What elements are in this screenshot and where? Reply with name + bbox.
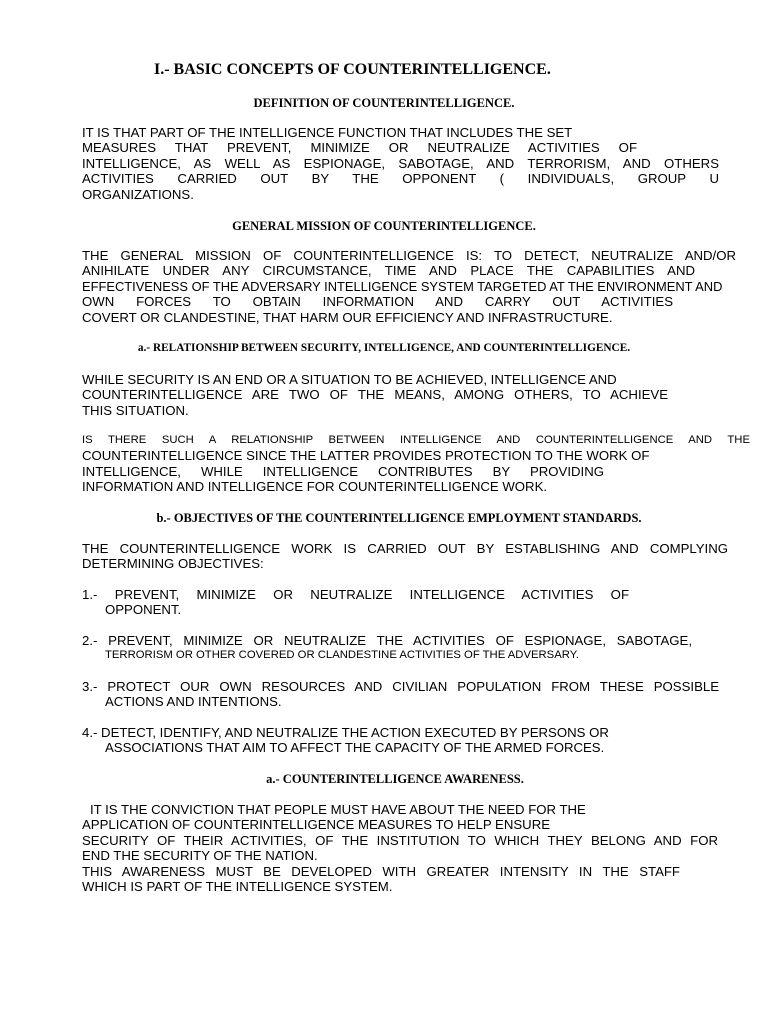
text-line: COUNTERINTELLIGENCE SINCE THE LATTER PROVIDES PROTECTION TO THE WORK OF bbox=[82, 448, 650, 464]
text-line: 1.- PREVENT, MINIMIZE OR NEUTRALIZE INTELLIGENCE ACTIVITIES OF bbox=[82, 587, 629, 602]
text-line: IT IS THE CONVICTION THAT PEOPLE MUST HAVE ABOUT THE NEED FOR THE bbox=[90, 802, 586, 817]
text-line: OWN FORCES TO OBTAIN INFORMATION AND CARRY OUT ACTIVITIES bbox=[82, 294, 673, 310]
text-line: THE COUNTERINTELLIGENCE WORK IS CARRIED OUT BY ESTABLISHING AND COMPLYING bbox=[82, 541, 728, 556]
document-title: I.- BASIC CONCEPTS OF COUNTERINTELLIGENCE. bbox=[154, 61, 551, 78]
text-line: 2.- PREVENT, MINIMIZE OR NEUTRALIZE THE ACTIVITIES OF ESPIONAGE, SABOTAGE, bbox=[82, 633, 692, 648]
text-line: INFORMATION AND INTELLIGENCE FOR COUNTERINTELLIGENCE WORK. bbox=[82, 479, 548, 495]
text-line: EFFECTIVENESS OF THE ADVERSARY INTELLIGENCE SYSTEM TARGETED AT THE ENVIRONMENT AND bbox=[82, 278, 723, 294]
relationship-heading: a.- RELATIONSHIP BETWEEN SECURITY, INTELLIGENCE, AND COUNTERINTELLIGENCE. bbox=[137, 342, 631, 354]
text-line: END THE SECURITY OF THE NATION. bbox=[82, 848, 318, 864]
text-line: THIS SITUATION. bbox=[82, 402, 189, 418]
definition-heading: DEFINITION OF COUNTERINTELLIGENCE. bbox=[253, 96, 515, 110]
text-line: TERRORISM OR OTHER COVERED OR CLANDESTINE ACTIVITIES OF THE ADVERSARY. bbox=[105, 649, 579, 662]
text-line: APPLICATION OF COUNTERINTELLIGENCE MEASURES TO HELP ENSURE bbox=[82, 817, 551, 833]
definition-paragraph bbox=[82, 125, 719, 202]
relationship-paragraph-1 bbox=[82, 372, 719, 418]
text-line: ACTIONS AND INTENTIONS. bbox=[105, 694, 282, 710]
text-line: COVERT OR CLANDESTINE, THAT HARM OUR EFFICIENCY AND INFRASTRUCTURE. bbox=[82, 309, 613, 325]
awareness-paragraph bbox=[82, 802, 718, 894]
text-line: INTELLIGENCE, WHILE INTELLIGENCE CONTRIBUTES BY PROVIDING bbox=[82, 463, 604, 479]
text-line: DETERMINING OBJECTIVES: bbox=[82, 556, 264, 572]
awareness-heading: a.- COUNTERINTELLIGENCE AWARENESS. bbox=[266, 772, 524, 786]
text-line: INTELLIGENCE, AS WELL AS ESPIONAGE, SABOTAGE, AND TERRORISM, AND OTHERS bbox=[82, 155, 719, 171]
text-line: MEASURES THAT PREVENT, MINIMIZE OR NEUTRALIZE ACTIVITIES OF bbox=[82, 140, 637, 156]
text-line: 4.- DETECT, IDENTIFY, AND NEUTRALIZE THE ACTION EXECUTED BY PERSONS OR bbox=[82, 725, 609, 740]
text-line: ACTIVITIES CARRIED OUT BY THE OPPONENT ( INDIVIDUALS, GROUP U bbox=[82, 171, 719, 187]
objective-item-2 bbox=[82, 633, 719, 664]
objective-item-1 bbox=[82, 587, 719, 618]
text-line: ASSOCIATIONS THAT AIM TO AFFECT THE CAPACITY OF THE ARMED FORCES. bbox=[105, 740, 605, 756]
text-line: 3.- PROTECT OUR OWN RESOURCES AND CIVILIAN POPULATION FROM THESE POSSIBLE bbox=[82, 679, 719, 694]
text-line: SECURITY OF THEIR ACTIVITIES, OF THE INSTITUTION TO WHICH THEY BELONG AND FOR bbox=[82, 832, 718, 848]
objectives-heading: b.- OBJECTIVES OF THE COUNTERINTELLIGENCE EMPLOYMENT STANDARDS. bbox=[156, 511, 642, 525]
mission-heading: GENERAL MISSION OF COUNTERINTELLIGENCE. bbox=[232, 219, 536, 233]
text-line: IT IS THAT PART OF THE INTELLIGENCE FUNCTION THAT INCLUDES THE SET bbox=[82, 125, 573, 140]
objective-item-4 bbox=[82, 725, 719, 756]
text-line: ORGANIZATIONS. bbox=[82, 186, 194, 202]
objectives-intro bbox=[82, 541, 728, 572]
text-line: WHILE SECURITY IS AN END OR A SITUATION TO BE ACHIEVED, INTELLIGENCE AND bbox=[82, 372, 617, 387]
text-line: ANIHILATE UNDER ANY CIRCUMSTANCE, TIME AND PLACE THE CAPABILITIES AND bbox=[82, 263, 695, 279]
text-line: IS THERE SUCH A RELATIONSHIP BETWEEN INTELLIGENCE AND COUNTERINTELLIGENCE AND THE bbox=[82, 434, 750, 446]
objective-item-3 bbox=[82, 679, 719, 710]
text-line: COUNTERINTELLIGENCE ARE TWO OF THE MEANS, AMONG OTHERS, TO ACHIEVE bbox=[82, 387, 668, 403]
relationship-paragraph-2 bbox=[82, 433, 750, 495]
text-line: THIS AWARENESS MUST BE DEVELOPED WITH GREATER INTENSITY IN THE STAFF bbox=[82, 863, 680, 879]
mission-paragraph bbox=[82, 248, 768, 325]
text-line: WHICH IS PART OF THE INTELLIGENCE SYSTEM. bbox=[82, 879, 393, 895]
text-line: THE GENERAL MISSION OF COUNTERINTELLIGENCE IS: TO DETECT, NEUTRALIZE AND/OR bbox=[82, 248, 736, 263]
text-line: OPPONENT. bbox=[105, 602, 182, 618]
